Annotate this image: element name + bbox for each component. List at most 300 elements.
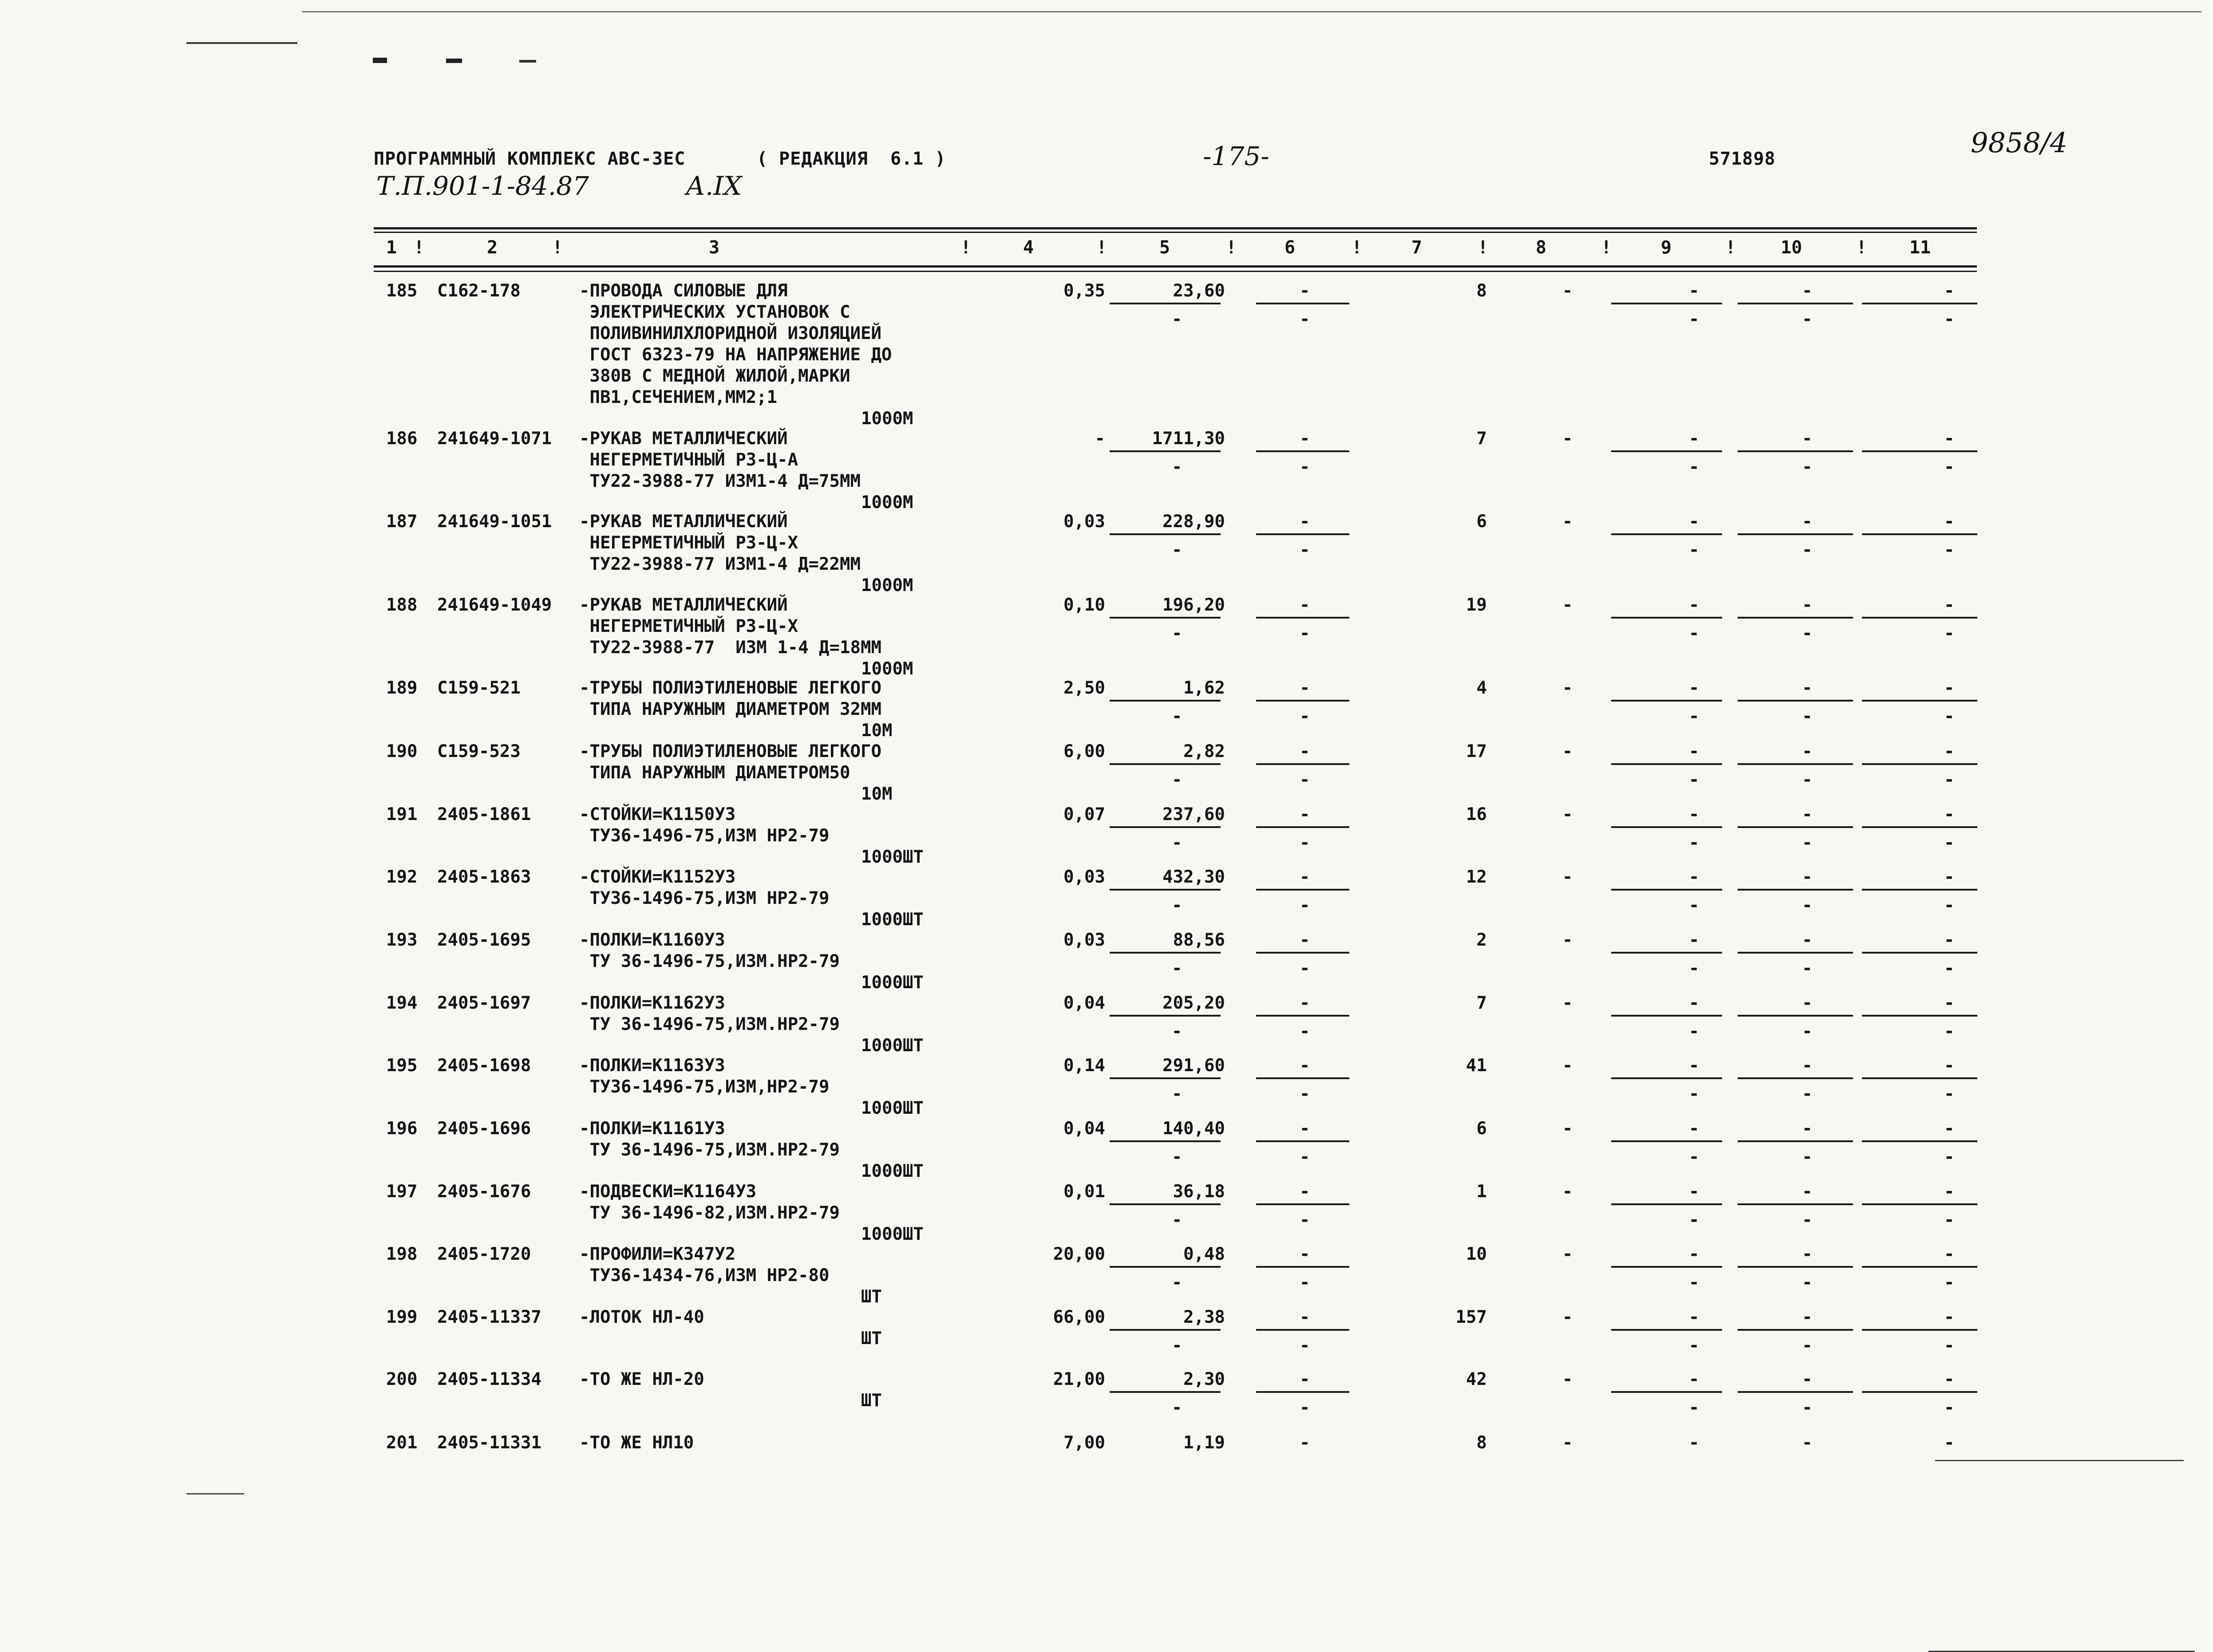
column-header-bottom-rule	[374, 265, 1977, 268]
col-4-value: 0,35	[1063, 281, 1105, 301]
col-4-value: 0,04	[1063, 993, 1105, 1013]
col-11-sub-dash: -	[1944, 540, 1955, 560]
col-7-value: 7	[1476, 993, 1487, 1013]
edition-label: ( РЕДАКЦИЯ 6.1 )	[757, 149, 946, 169]
col-11-underline	[1862, 1266, 1977, 1268]
col-9-underline	[1611, 450, 1722, 452]
col-sep: !	[414, 237, 425, 258]
description-line: ТУ36-1434-76,ИЗМ НР2-80	[579, 1266, 830, 1285]
col-6-underline	[1256, 826, 1349, 828]
col-10-underline	[1738, 617, 1853, 619]
description-line: -ПОДВЕСКИ=К1164У3	[579, 1182, 757, 1202]
description-line: ТИПА НАРУЖНЫМ ДИАМЕТРОМ50	[579, 763, 850, 783]
col-11-dash: -	[1944, 512, 1955, 532]
col-11-underline	[1862, 1203, 1977, 1205]
col-7-value: 8	[1476, 1433, 1487, 1453]
col-9-underline	[1611, 617, 1722, 619]
col-11-dash: -	[1944, 993, 1955, 1013]
col-11-dash: -	[1944, 1307, 1955, 1327]
col-8-dash: -	[1562, 1244, 1573, 1264]
description-line: ТУ22-3988-77 ИЗМ1-4 Д=75ММ	[579, 471, 861, 491]
col-5-value: 23,60	[1173, 281, 1225, 301]
unit-of-measure: ШТ	[861, 1329, 882, 1348]
col-10-underline	[1738, 1203, 1853, 1205]
col-10-dash: -	[1802, 1307, 1813, 1327]
col-10-underline	[1738, 826, 1853, 828]
description-line: ТУ36-1496-75,ИЗМ,НР2-79	[579, 1077, 830, 1097]
col-9-sub-dash: -	[1689, 1210, 1699, 1230]
col-9-underline	[1611, 1077, 1722, 1079]
col-6-underline	[1256, 303, 1349, 304]
col-10-dash: -	[1802, 741, 1813, 761]
col-7-value: 2	[1476, 930, 1487, 950]
unit-of-measure: 1000М	[861, 409, 913, 429]
col-6-sub-dash: -	[1300, 1084, 1310, 1104]
col-4-value: 66,00	[1053, 1307, 1105, 1327]
col-4-value: 2,50	[1063, 678, 1105, 698]
col-5-value: 432,30	[1162, 867, 1225, 887]
col-9-sub-dash: -	[1689, 1398, 1699, 1418]
row-number: 200	[386, 1369, 418, 1389]
col-9-dash: -	[1689, 867, 1699, 887]
row-number: 188	[386, 595, 418, 615]
col-10-underline	[1738, 533, 1853, 535]
resource-code: 2405-1676	[437, 1182, 531, 1202]
scan-mark-1	[373, 58, 387, 63]
description-line: -ПОЛКИ=К1162У3	[579, 993, 725, 1013]
col-10-sub-dash: -	[1802, 1084, 1813, 1104]
col-7-value: 157	[1455, 1307, 1487, 1327]
description-line: -ПРОВОДА СИЛОВЫЕ ДЛЯ	[579, 281, 788, 301]
col-4-value: 0,14	[1063, 1056, 1105, 1076]
table-top-rule-2	[374, 232, 1977, 233]
row-number: 186	[386, 429, 418, 449]
col-9-dash: -	[1689, 993, 1699, 1013]
col-11-sub-dash: -	[1944, 309, 1955, 329]
col-11-sub-dash: -	[1944, 895, 1955, 915]
col-6-sub-dash: -	[1300, 895, 1310, 915]
col-10-sub-dash: -	[1802, 833, 1813, 853]
col-sep: !	[960, 237, 972, 258]
col-5-underline	[1110, 1140, 1221, 1142]
col-6-sub-dash: -	[1300, 833, 1310, 853]
description-line: ПВ1,СЕЧЕНИЕМ,ММ2;1	[579, 387, 778, 407]
col-8-dash: -	[1562, 595, 1573, 615]
col-11-underline	[1862, 1391, 1977, 1393]
col-5-value: 2,30	[1183, 1369, 1225, 1389]
col-11-dash: -	[1944, 429, 1955, 449]
col-6-sub-dash: -	[1300, 1147, 1310, 1167]
row-number: 189	[386, 678, 418, 698]
col-5-sub-dash: -	[1172, 457, 1182, 477]
col-6-dash: -	[1300, 281, 1310, 301]
col-5-sub-dash: -	[1172, 1210, 1182, 1230]
col-5-value: 1,62	[1183, 678, 1225, 698]
col-5-value: 205,20	[1162, 993, 1225, 1013]
col-sep: !	[1725, 237, 1736, 258]
col-10-underline	[1738, 303, 1853, 304]
col-11-dash: -	[1944, 281, 1955, 301]
unit-of-measure: ШТ	[861, 1287, 882, 1307]
col-10-dash: -	[1802, 930, 1813, 950]
col-6-dash: -	[1300, 678, 1310, 698]
col-6-dash: -	[1300, 930, 1310, 950]
col-6-dash: -	[1300, 804, 1310, 824]
col-5-sub-dash: -	[1172, 706, 1182, 726]
col-11-dash: -	[1944, 595, 1955, 615]
scan-line-bottom	[186, 1493, 244, 1494]
col-9-sub-dash: -	[1689, 623, 1699, 643]
description-line: ГОСТ 6323-79 НА НАПРЯЖЕНИЕ ДО	[579, 345, 892, 365]
description-line: -РУКАВ МЕТАЛЛИЧЕСКИЙ	[579, 429, 788, 449]
col-11-sub-dash: -	[1944, 1336, 1955, 1356]
col-9-dash: -	[1689, 512, 1699, 532]
col-number-10: 10	[1781, 237, 1802, 258]
col-6-dash: -	[1300, 867, 1310, 887]
col-11-sub-dash: -	[1944, 457, 1955, 477]
col-6-sub-dash: -	[1300, 540, 1310, 560]
col-10-underline	[1738, 1140, 1853, 1142]
resource-code: 2405-1695	[437, 930, 531, 950]
album-number-handwritten: А.IX	[686, 171, 742, 201]
col-6-underline	[1256, 617, 1349, 619]
col-4-value: 20,00	[1053, 1244, 1105, 1264]
col-4-value: 6,00	[1063, 741, 1105, 761]
description-line: ТУ36-1496-75,ИЗМ НР2-79	[579, 826, 830, 846]
col-9-underline	[1611, 952, 1722, 954]
col-9-sub-dash: -	[1689, 895, 1699, 915]
col-number-8: 8	[1536, 237, 1547, 258]
col-8-dash: -	[1562, 1307, 1573, 1327]
col-9-dash: -	[1689, 678, 1699, 698]
col-number-5: 5	[1159, 237, 1170, 258]
col-5-underline	[1110, 889, 1221, 891]
description-line: ЭЛЕКТРИЧЕСКИХ УСТАНОВОК С	[579, 302, 850, 322]
resource-code: 2405-11331	[437, 1433, 541, 1453]
description-line: ПОЛИВИНИЛХЛОРИДНОЙ ИЗОЛЯЦИЕЙ	[579, 323, 881, 343]
col-6-sub-dash: -	[1300, 1273, 1310, 1293]
col-10-underline	[1738, 1329, 1853, 1331]
col-9-underline	[1611, 1015, 1722, 1017]
col-6-dash: -	[1300, 1056, 1310, 1076]
col-8-dash: -	[1562, 1119, 1573, 1139]
col-11-underline	[1862, 889, 1977, 891]
col-6-sub-dash: -	[1300, 1336, 1310, 1356]
col-6-underline	[1256, 700, 1349, 702]
unit-of-measure: 1000ШТ	[861, 1161, 924, 1181]
col-6-sub-dash: -	[1300, 1210, 1310, 1230]
col-8-dash: -	[1562, 429, 1573, 449]
col-5-underline	[1110, 763, 1221, 765]
row-number: 199	[386, 1307, 418, 1327]
col-10-sub-dash: -	[1802, 623, 1813, 643]
unit-of-measure: 1000М	[861, 659, 913, 679]
col-11-dash: -	[1944, 1369, 1955, 1389]
col-9-dash: -	[1689, 1182, 1699, 1202]
col-7-value: 12	[1466, 867, 1487, 887]
page-number: -175-	[1203, 141, 1269, 171]
col-9-sub-dash: -	[1689, 1021, 1699, 1041]
col-6-dash: -	[1300, 741, 1310, 761]
col-9-sub-dash: -	[1689, 457, 1699, 477]
resource-code: 241649-1049	[437, 595, 552, 615]
col-9-dash: -	[1689, 429, 1699, 449]
col-5-value: 291,60	[1162, 1056, 1225, 1076]
col-11-underline	[1862, 1140, 1977, 1142]
col-11-dash: -	[1944, 867, 1955, 887]
row-number: 201	[386, 1433, 418, 1453]
resource-code: 2405-1720	[437, 1244, 531, 1264]
col-8-dash: -	[1562, 1182, 1573, 1202]
col-sep: !	[1601, 237, 1612, 258]
col-11-underline	[1862, 303, 1977, 304]
row-number: 187	[386, 512, 418, 532]
col-9-dash: -	[1689, 1307, 1699, 1327]
scan-line-right	[1935, 1460, 2184, 1461]
col-sep: !	[1096, 237, 1107, 258]
col-10-dash: -	[1802, 512, 1813, 532]
col-6-sub-dash: -	[1300, 958, 1310, 978]
col-8-dash: -	[1562, 1369, 1573, 1389]
col-11-underline	[1862, 1329, 1977, 1331]
resource-code: 2405-1696	[437, 1119, 531, 1139]
col-6-sub-dash: -	[1300, 309, 1310, 329]
col-6-sub-dash: -	[1300, 1398, 1310, 1418]
col-6-dash: -	[1300, 993, 1310, 1013]
col-10-underline	[1738, 952, 1853, 954]
col-10-sub-dash: -	[1802, 958, 1813, 978]
col-7-value: 19	[1466, 595, 1487, 615]
col-8-dash: -	[1562, 1433, 1573, 1453]
col-10-dash: -	[1802, 993, 1813, 1013]
col-sep: !	[1478, 237, 1489, 258]
col-4-value: 0,03	[1063, 512, 1105, 532]
unit-of-measure: 1000ШТ	[861, 1098, 924, 1118]
col-9-sub-dash: -	[1689, 833, 1699, 853]
col-sep: !	[1856, 237, 1867, 258]
row-number: 196	[386, 1119, 418, 1139]
col-10-dash: -	[1802, 1369, 1813, 1389]
col-9-dash: -	[1689, 930, 1699, 950]
col-8-dash: -	[1562, 867, 1573, 887]
description-line: -ТРУБЫ ПОЛИЭТИЛЕНОВЫЕ ЛЕГКОГО	[579, 741, 881, 761]
col-6-dash: -	[1300, 1182, 1310, 1202]
col-10-sub-dash: -	[1802, 770, 1813, 790]
scan-mark-2	[446, 59, 462, 63]
col-11-sub-dash: -	[1944, 623, 1955, 643]
resource-code: 2405-11334	[437, 1369, 541, 1389]
row-number: 195	[386, 1056, 418, 1076]
col-10-dash: -	[1802, 281, 1813, 301]
col-5-sub-dash: -	[1172, 309, 1182, 329]
description-line: -СТОЙКИ=К1152У3	[579, 867, 736, 887]
col-11-underline	[1862, 826, 1977, 828]
col-10-underline	[1738, 763, 1853, 765]
col-6-underline	[1256, 1329, 1349, 1331]
col-5-value: 1711,30	[1152, 429, 1225, 449]
description-line: -ТРУБЫ ПОЛИЭТИЛЕНОВЫЕ ЛЕГКОГО	[579, 678, 881, 698]
unit-of-measure: 1000ШТ	[861, 1036, 924, 1056]
col-5-sub-dash: -	[1172, 1398, 1182, 1418]
resource-code: С159-521	[437, 678, 521, 698]
col-6-underline	[1256, 1266, 1349, 1268]
col-9-dash: -	[1689, 1056, 1699, 1076]
col-5-sub-dash: -	[1172, 1021, 1182, 1041]
col-sep: !	[1352, 237, 1363, 258]
col-9-dash: -	[1689, 595, 1699, 615]
unit-of-measure: 10М	[861, 721, 893, 741]
col-11-underline	[1862, 952, 1977, 954]
col-10-underline	[1738, 1077, 1853, 1079]
description-line: -РУКАВ МЕТАЛЛИЧЕСКИЙ	[579, 512, 788, 532]
col-5-sub-dash: -	[1172, 540, 1182, 560]
col-6-sub-dash: -	[1300, 457, 1310, 477]
col-7-value: 41	[1466, 1056, 1487, 1076]
col-7-value: 10	[1466, 1244, 1487, 1264]
col-10-sub-dash: -	[1802, 1336, 1813, 1356]
resource-code: С162-178	[437, 281, 521, 301]
col-9-underline	[1611, 889, 1722, 891]
scan-line-left	[186, 42, 297, 44]
col-4-value: 0,01	[1063, 1182, 1105, 1202]
col-sep: !	[552, 237, 563, 258]
col-9-underline	[1611, 763, 1722, 765]
col-6-underline	[1256, 1391, 1349, 1393]
col-7-value: 42	[1466, 1369, 1487, 1389]
col-6-underline	[1256, 1077, 1349, 1079]
col-11-dash: -	[1944, 1182, 1955, 1202]
col-10-sub-dash: -	[1802, 895, 1813, 915]
col-sep: !	[1226, 237, 1237, 258]
col-5-value: 196,20	[1162, 595, 1225, 615]
col-9-sub-dash: -	[1689, 770, 1699, 790]
col-10-sub-dash: -	[1802, 1273, 1813, 1293]
col-4-value: 0,03	[1063, 867, 1105, 887]
description-line: -ПОЛКИ=К1160У3	[579, 930, 725, 950]
col-10-underline	[1738, 450, 1853, 452]
col-9-sub-dash: -	[1689, 309, 1699, 329]
col-6-sub-dash: -	[1300, 706, 1310, 726]
col-10-dash: -	[1802, 1182, 1813, 1202]
program-title: ПРОГРАММНЫЙ КОМПЛЕКС АВС-3ЕС	[374, 149, 686, 169]
resource-code: 241649-1071	[437, 429, 552, 449]
resource-code: 2405-1863	[437, 867, 531, 887]
col-8-dash: -	[1562, 804, 1573, 824]
col-11-underline	[1862, 450, 1977, 452]
col-number-1: 1	[386, 237, 397, 258]
col-9-sub-dash: -	[1689, 1147, 1699, 1167]
unit-of-measure: 1000ШТ	[861, 1224, 924, 1244]
col-4-value: 21,00	[1053, 1369, 1105, 1389]
unit-of-measure: ШТ	[861, 1391, 882, 1411]
col-5-underline	[1110, 303, 1221, 304]
col-9-sub-dash: -	[1689, 958, 1699, 978]
resource-code: 2405-11337	[437, 1307, 541, 1327]
col-11-sub-dash: -	[1944, 1084, 1955, 1104]
col-11-underline	[1862, 763, 1977, 765]
col-8-dash: -	[1562, 512, 1573, 532]
col-6-dash: -	[1300, 1244, 1310, 1264]
row-number: 197	[386, 1182, 418, 1202]
col-11-sub-dash: -	[1944, 958, 1955, 978]
col-4-value: -	[1095, 429, 1105, 449]
col-6-underline	[1256, 952, 1349, 954]
col-7-value: 4	[1476, 678, 1487, 698]
description-line: НЕГЕРМЕТИЧНЫЙ РЗ-Ц-А	[579, 450, 798, 470]
col-11-underline	[1862, 700, 1977, 702]
col-9-dash: -	[1689, 1369, 1699, 1389]
description-line: -ПРОФИЛИ=К347У2	[579, 1244, 736, 1264]
col-11-sub-dash: -	[1944, 770, 1955, 790]
col-9-underline	[1611, 700, 1722, 702]
col-9-dash: -	[1689, 1433, 1699, 1453]
col-11-underline	[1862, 533, 1977, 535]
col-10-underline	[1738, 1391, 1853, 1393]
unit-of-measure: 1000ШТ	[861, 973, 924, 993]
col-9-sub-dash: -	[1689, 1273, 1699, 1293]
col-9-underline	[1611, 1329, 1722, 1331]
col-9-underline	[1611, 303, 1722, 304]
column-header-bottom-rule-2	[374, 271, 1977, 272]
col-number-7: 7	[1411, 237, 1423, 258]
description-line: ТУ22-3988-77 ИЗМ 1-4 Д=18ММ	[579, 638, 881, 658]
col-9-underline	[1611, 533, 1722, 535]
row-number: 193	[386, 930, 418, 950]
resource-code: 2405-1697	[437, 993, 531, 1013]
description-line: ТУ36-1496-75,ИЗМ НР2-79	[579, 888, 830, 908]
col-11-dash: -	[1944, 1056, 1955, 1076]
col-6-sub-dash: -	[1300, 623, 1310, 643]
col-10-underline	[1738, 889, 1853, 891]
col-10-dash: -	[1802, 429, 1813, 449]
unit-of-measure: 1000М	[861, 493, 913, 513]
col-11-sub-dash: -	[1944, 706, 1955, 726]
resource-code: С159-523	[437, 741, 521, 761]
description-line: НЕГЕРМЕТИЧНЫЙ РЗ-Ц-Х	[579, 616, 798, 636]
col-10-sub-dash: -	[1802, 1210, 1813, 1230]
col-10-dash: -	[1802, 867, 1813, 887]
col-10-dash: -	[1802, 1244, 1813, 1264]
resource-code: 2405-1698	[437, 1056, 531, 1076]
col-number-9: 9	[1661, 237, 1672, 258]
col-5-underline	[1110, 952, 1221, 954]
col-9-dash: -	[1689, 281, 1699, 301]
unit-of-measure: 1000М	[861, 576, 913, 595]
col-9-underline	[1611, 1391, 1722, 1393]
col-8-dash: -	[1562, 993, 1573, 1013]
unit-of-measure: 10М	[861, 784, 893, 804]
col-7-value: 8	[1476, 281, 1487, 301]
col-10-sub-dash: -	[1802, 706, 1813, 726]
col-10-sub-dash: -	[1802, 1398, 1813, 1418]
col-5-underline	[1110, 533, 1221, 535]
col-10-sub-dash: -	[1802, 1021, 1813, 1041]
col-6-underline	[1256, 1015, 1349, 1017]
col-5-value: 0,48	[1183, 1244, 1225, 1264]
col-number-3: 3	[709, 237, 720, 258]
col-6-underline	[1256, 889, 1349, 891]
col-10-dash: -	[1802, 804, 1813, 824]
description-line: ТУ 36-1496-82,ИЗМ.НР2-79	[579, 1203, 840, 1223]
row-number: 185	[386, 281, 418, 301]
description-line: -ПОЛКИ=К1163У3	[579, 1056, 725, 1076]
description-line: 380В С МЕДНОЙ ЖИЛОЙ,МАРКИ	[579, 366, 850, 386]
col-5-sub-dash: -	[1172, 958, 1182, 978]
description-line: НЕГЕРМЕТИЧНЫЙ РЗ-Ц-Х	[579, 533, 798, 553]
resource-code: 2405-1861	[437, 804, 531, 824]
col-11-dash: -	[1944, 930, 1955, 950]
col-10-dash: -	[1802, 1119, 1813, 1139]
